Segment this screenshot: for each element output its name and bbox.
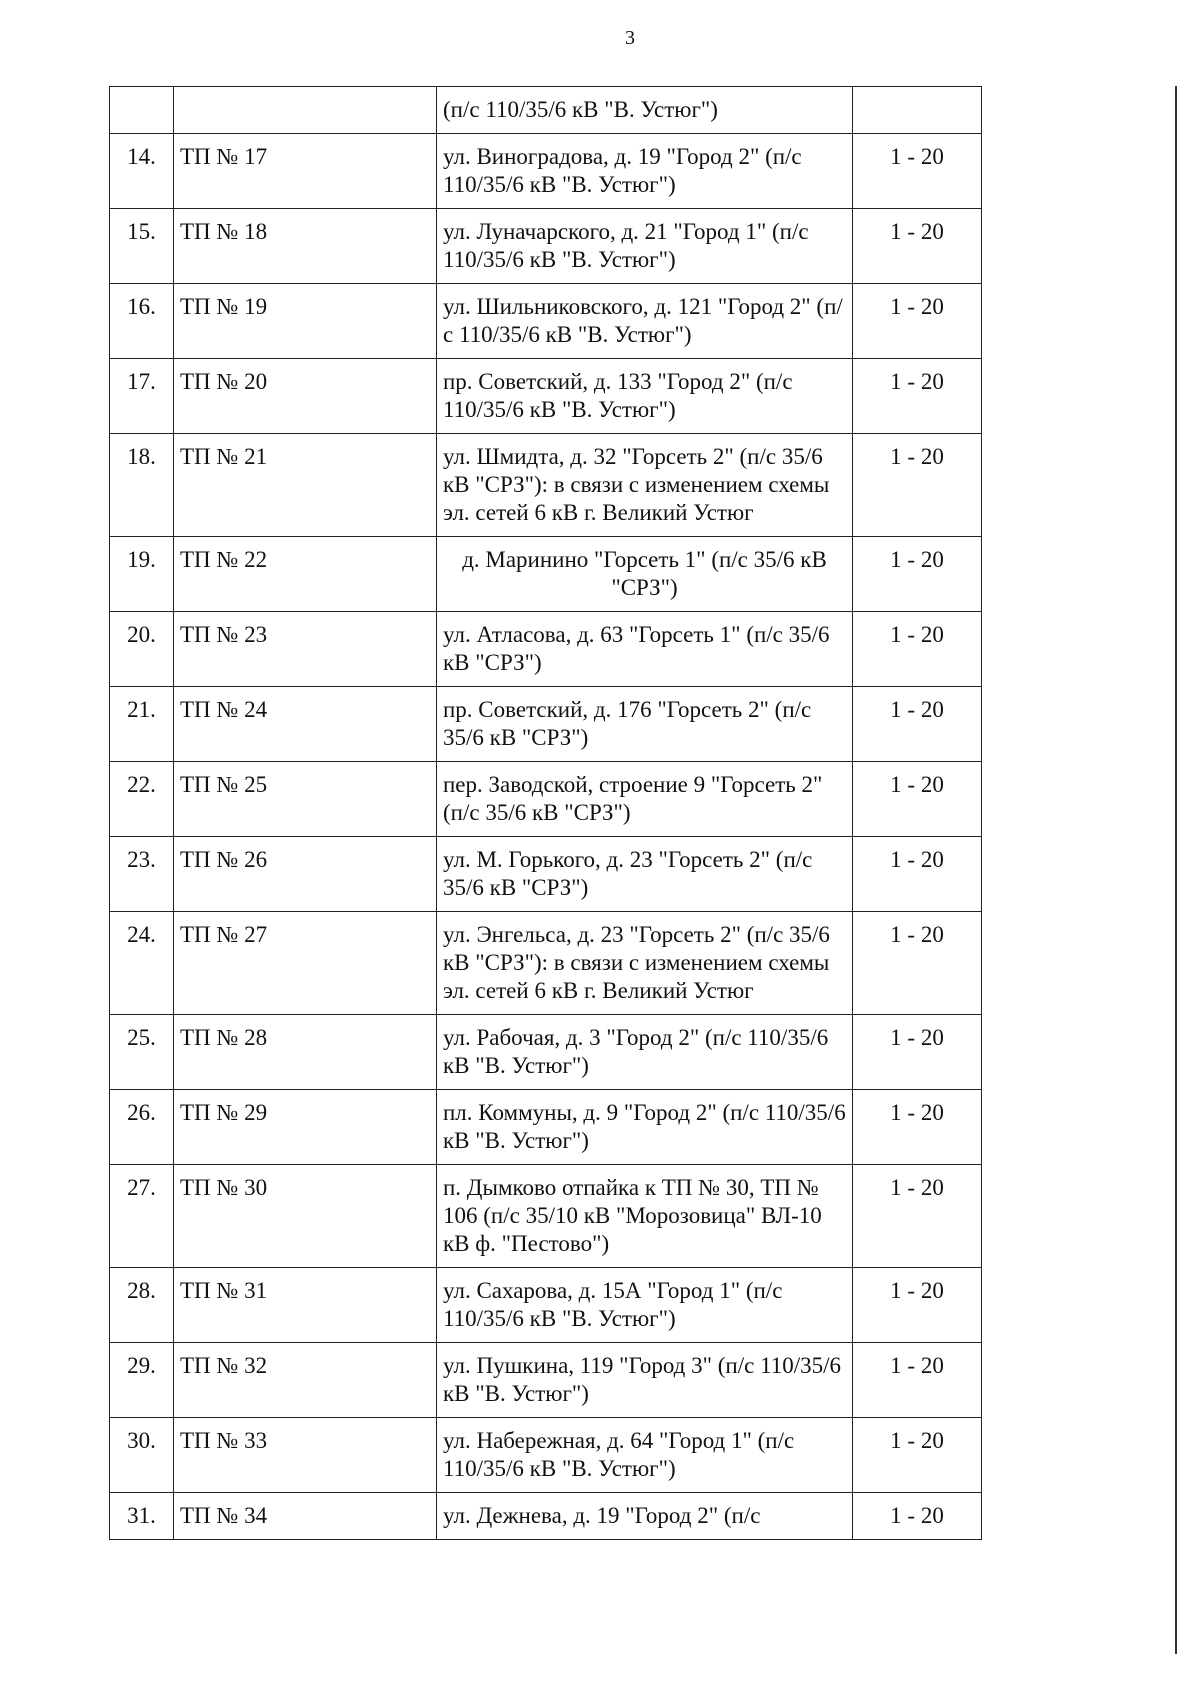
row-number [110,87,174,134]
range-value: 1 - 20 [853,1268,982,1343]
substation-table [109,86,982,1540]
table-row [110,134,982,209]
row-number: 24. [110,912,174,1015]
substation-address: ул. Луначарского, д. 21 "Город 1" (п/с 110/35/6 кВ "В. Устюг") [437,209,853,284]
substation-name: ТП № 28 [174,1015,437,1090]
range-value: 1 - 20 [853,209,982,284]
substation-name: ТП № 30 [174,1165,437,1268]
range-value: 1 - 20 [853,1165,982,1268]
row-number: 19. [110,537,174,612]
table-row [110,1418,982,1493]
table-row [110,1268,982,1343]
row-number: 27. [110,1165,174,1268]
substation-address: ул. Шмидта, д. 32 "Горсеть 2" (п/с 35/6 кВ "СРЗ"): в связи с изменением схемы эл. сетей 6 кВ г. Великий Устюг [437,434,853,537]
range-value: 1 - 20 [853,837,982,912]
row-number: 21. [110,687,174,762]
substation-address: п. Дымково отпайка к ТП № 30, ТП № 106 (п/с 35/10 кВ "Морозовица" ВЛ-10 кВ ф. "Пестово") [437,1165,853,1268]
row-number: 20. [110,612,174,687]
table-row [110,762,982,837]
row-number: 28. [110,1268,174,1343]
range-value: 1 - 20 [853,1418,982,1493]
substation-address: ул. Энгельса, д. 23 "Горсеть 2" (п/с 35/6 кВ "СРЗ"): в связи с изменением схемы эл. сетей 6 кВ г. Великий Устюг [437,912,853,1015]
range-value [853,87,982,134]
substation-name: ТП № 21 [174,434,437,537]
table-row [110,912,982,1015]
substation-name: ТП № 29 [174,1090,437,1165]
row-number: 22. [110,762,174,837]
substation-address: пр. Советский, д. 176 "Горсеть 2" (п/с 35/6 кВ "СРЗ") [437,687,853,762]
row-number: 16. [110,284,174,359]
range-value: 1 - 20 [853,1343,982,1418]
substation-name: ТП № 18 [174,209,437,284]
row-number: 26. [110,1090,174,1165]
substation-address: (п/с 110/35/6 кВ "В. Устюг") [437,87,853,134]
table-row [110,612,982,687]
substation-name: ТП № 26 [174,837,437,912]
row-number: 18. [110,434,174,537]
range-value: 1 - 20 [853,612,982,687]
substation-name: ТП № 24 [174,687,437,762]
range-value: 1 - 20 [853,1090,982,1165]
table-row [110,537,982,612]
table-row [110,1343,982,1418]
page-number: 3 [625,27,635,49]
range-value: 1 - 20 [853,537,982,612]
range-value: 1 - 20 [853,1493,982,1540]
substation-name: ТП № 31 [174,1268,437,1343]
substation-address: ул. Виноградова, д. 19 "Город 2" (п/с 110/35/6 кВ "В. Устюг") [437,134,853,209]
substation-address: ул. Сахарова, д. 15А "Город 1" (п/с 110/35/6 кВ "В. Устюг") [437,1268,853,1343]
row-number: 31. [110,1493,174,1540]
substation-name: ТП № 23 [174,612,437,687]
row-number: 17. [110,359,174,434]
table-row [110,1493,982,1540]
table-row [110,687,982,762]
substation-name: ТП № 17 [174,134,437,209]
table-row [110,1015,982,1090]
range-value: 1 - 20 [853,1015,982,1090]
substation-address: пр. Советский, д. 133 "Город 2" (п/с 110/35/6 кВ "В. Устюг") [437,359,853,434]
range-value: 1 - 20 [853,687,982,762]
substation-name: ТП № 22 [174,537,437,612]
table-row [110,87,982,134]
range-value: 1 - 20 [853,134,982,209]
table-row [110,434,982,537]
substation-address: ул. Шильниковского, д. 121 "Город 2" (п/с 110/35/6 кВ "В. Устюг") [437,284,853,359]
substation-address: ул. Дежнева, д. 19 "Город 2" (п/с [437,1493,853,1540]
table-row [110,359,982,434]
range-value: 1 - 20 [853,284,982,359]
range-value: 1 - 20 [853,359,982,434]
row-number: 14. [110,134,174,209]
substation-name: ТП № 32 [174,1343,437,1418]
row-number: 15. [110,209,174,284]
substation-address: ул. Пушкина, 119 "Город 3" (п/с 110/35/6 кВ "В. Устюг") [437,1343,853,1418]
substation-address: ул. Набережная, д. 64 "Город 1" (п/с 110/35/6 кВ "В. Устюг") [437,1418,853,1493]
substation-name: ТП № 34 [174,1493,437,1540]
substation-name: ТП № 33 [174,1418,437,1493]
substation-address: пер. Заводской, строение 9 "Горсеть 2" (п/с 35/6 кВ "СРЗ") [437,762,853,837]
table-row [110,284,982,359]
substation-name: ТП № 27 [174,912,437,1015]
table-body [110,87,982,1540]
substation-name [174,87,437,134]
range-value: 1 - 20 [853,762,982,837]
table-row [110,837,982,912]
table-row [110,1090,982,1165]
substation-address: пл. Коммуны, д. 9 "Город 2" (п/с 110/35/6 кВ "В. Устюг") [437,1090,853,1165]
substation-name: ТП № 25 [174,762,437,837]
table-row [110,209,982,284]
table-row [110,1165,982,1268]
substation-address: ул. Рабочая, д. 3 "Город 2" (п/с 110/35/6 кВ "В. Устюг") [437,1015,853,1090]
row-number: 29. [110,1343,174,1418]
range-value: 1 - 20 [853,434,982,537]
substation-name: ТП № 19 [174,284,437,359]
range-value: 1 - 20 [853,912,982,1015]
substation-address: д. Маринино "Горсеть 1" (п/с 35/6 кВ "СРЗ") [437,537,853,612]
substation-address: ул. Атласова, д. 63 "Горсеть 1" (п/с 35/6 кВ "СРЗ") [437,612,853,687]
row-number: 25. [110,1015,174,1090]
substation-name: ТП № 20 [174,359,437,434]
substation-address: ул. М. Горького, д. 23 "Горсеть 2" (п/с 35/6 кВ "СРЗ") [437,837,853,912]
row-number: 30. [110,1418,174,1493]
margin-rule [1175,86,1177,1654]
row-number: 23. [110,837,174,912]
